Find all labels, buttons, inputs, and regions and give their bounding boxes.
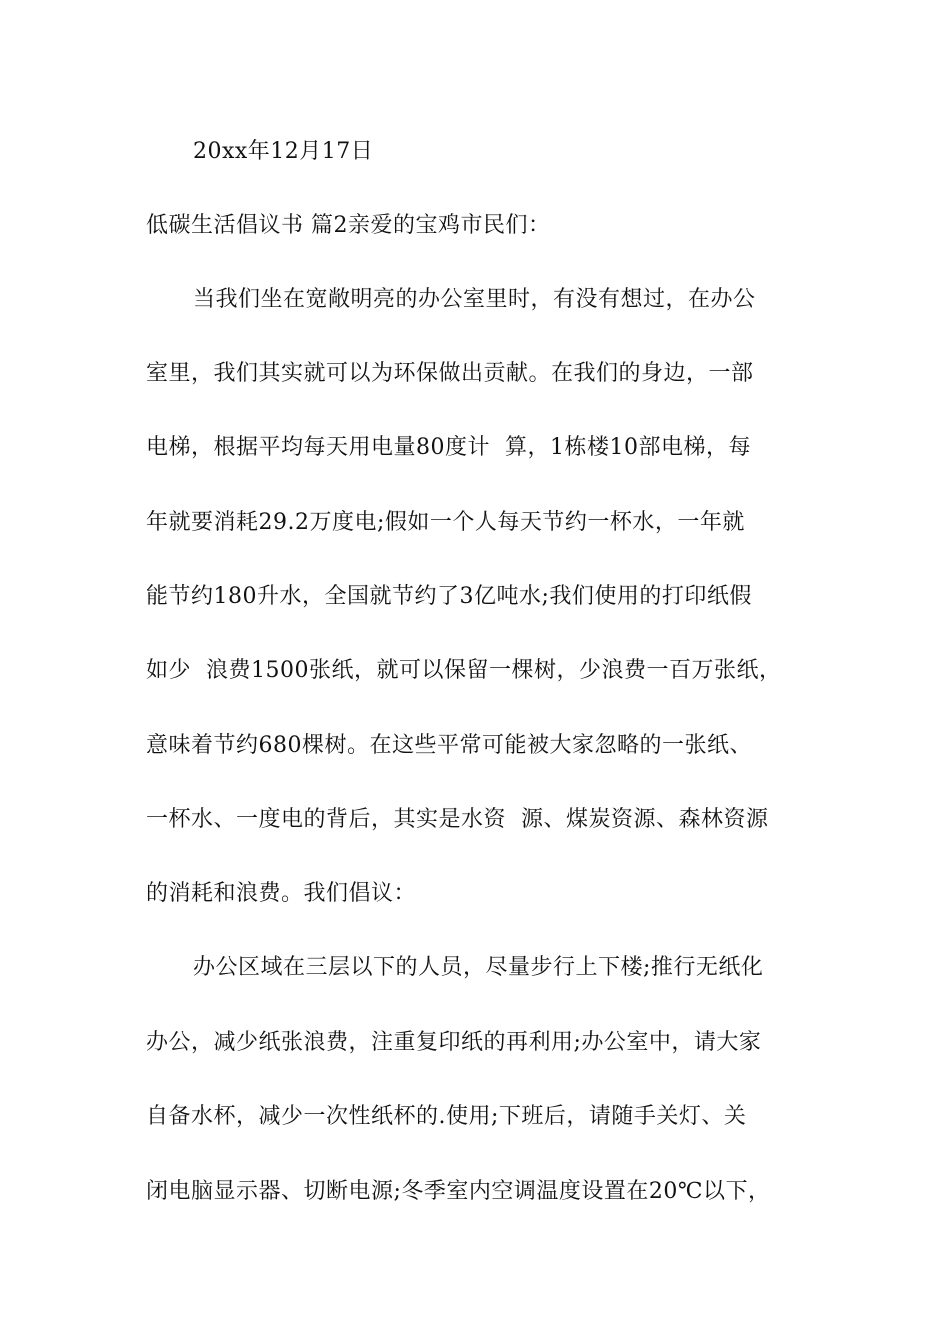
paragraph-1-line-5: 能节约180升水，全国就节约了3亿吨水;我们使用的打印纸假: [146, 584, 752, 609]
paragraph-1-line-6: 如少 浪费1500张纸，就可以保留一棵树，少浪费一百万张纸，: [146, 658, 782, 683]
paragraph-1-line-3: 电梯，根据平均每天用电量80度计 算，1栋楼10部电梯，每: [146, 435, 751, 460]
paragraph-1-line-7: 意味着节约680棵树。在这些平常可能被大家忽略的一张纸、: [146, 733, 752, 758]
paragraph-1-line-9: 的消耗和浪费。我们倡议：: [146, 881, 417, 906]
paragraph-2-line-2: 办公，减少纸张浪费，注重复印纸的再利用;办公室中，请大家: [146, 1030, 762, 1055]
paragraph-1-line-1: 当我们坐在宽敞明亮的办公室里时，有没有想过，在办公: [193, 287, 756, 312]
paragraph-1-line-8: 一杯水、一度电的背后，其实是水资 源、煤炭资源、森林资源: [146, 807, 769, 832]
paragraph-2-line-3: 自备水杯，减少一次性纸杯的.使用;下班后，请随手关灯、关: [146, 1104, 747, 1129]
paragraph-2-line-1: 办公区域在三层以下的人员，尽量步行上下楼;推行无纸化: [193, 955, 764, 980]
paragraph-1-line-2: 室里，我们其实就可以为环保做出贡献。在我们的身边，一部: [146, 361, 754, 386]
paragraph-2-line-4: 闭电脑显示器、切断电源;冬季室内空调温度设置在20℃以下，: [146, 1179, 771, 1204]
paragraph-1-line-4: 年就要消耗29.2万度电;假如一个人每天节约一杯水，一年就: [146, 510, 745, 535]
date-line: 20xx年12月17日: [193, 139, 374, 164]
title-salutation-line: 低碳生活倡议书 篇2亲爱的宝鸡市民们：: [146, 213, 551, 238]
